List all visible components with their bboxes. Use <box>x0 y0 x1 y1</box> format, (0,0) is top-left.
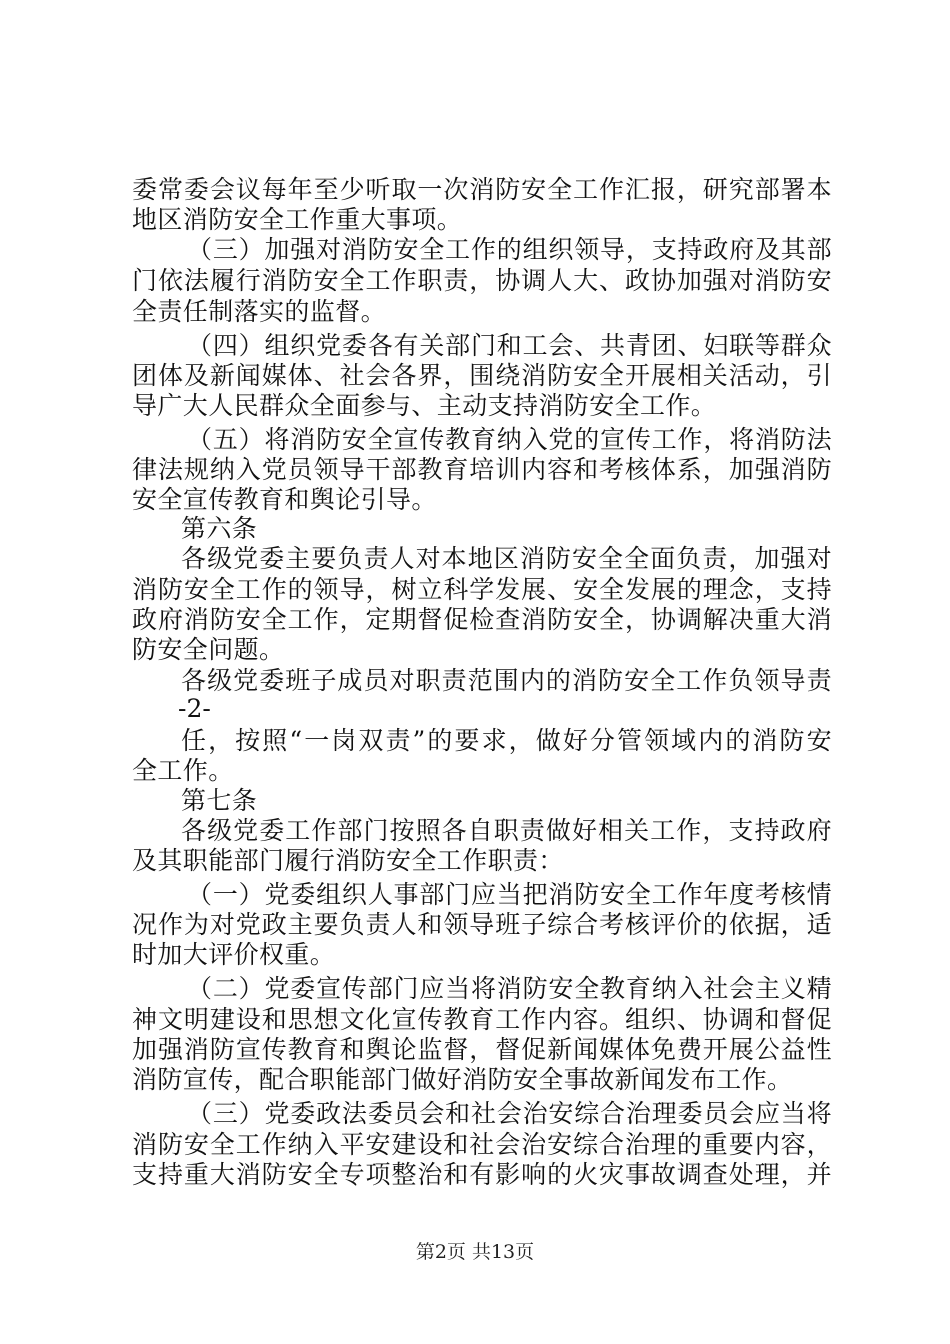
text-line: （三）党委政法委员会和社会治安综合治理委员会应当将 <box>187 1099 832 1128</box>
text-line: 全责任制落实的监督。 <box>132 297 387 326</box>
text-line: （三）加强对消防安全工作的组织领导，支持政府及其部 <box>187 235 832 264</box>
text-line: 全工作。 <box>132 756 234 785</box>
inline-page-number: -2- <box>178 694 211 723</box>
text-line: 律法规纳入党员领导干部教育培训内容和考核体系，加强消防 <box>132 455 832 484</box>
text-line: （二）党委宣传部门应当将消防安全教育纳入社会主义精 <box>187 974 832 1003</box>
text-line: 防安全问题。 <box>132 635 285 664</box>
text-line: 消防安全工作的领导，树立科学发展、安全发展的理念，支持 <box>132 575 832 604</box>
article-heading: 第七条 <box>181 786 258 815</box>
text-line: （四）组织党委各有关部门和工会、共青团、妇联等群众 <box>187 331 832 360</box>
text-line: 门依法履行消防安全工作职责，协调人大、政协加强对消防安 <box>132 266 832 295</box>
text-line: 团体及新闻媒体、社会各界，围绕消防安全开展相关活动，引 <box>132 361 832 390</box>
page-footer: 第2页 共13页 <box>415 1241 535 1263</box>
article-heading: 第六条 <box>181 514 258 543</box>
text-line: 各级党委主要负责人对本地区消防安全全面负责，加强对 <box>181 544 832 573</box>
text-line: 任，按照“一岗双责”的要求，做好分管领域内的消防安 <box>181 726 832 755</box>
text-line: 各级党委工作部门按照各自职责做好相关工作，支持政府 <box>181 816 832 845</box>
text-line: 支持重大消防安全专项整治和有影响的火灾事故调查处理，并 <box>132 1160 832 1189</box>
text-line: 神文明建设和思想文化宣传教育工作内容。组织、协调和督促 <box>132 1005 832 1034</box>
text-line: 政府消防安全工作，定期督促检查消防安全，协调解决重大消 <box>132 605 832 634</box>
text-line: 安全宣传教育和舆论引导。 <box>132 485 437 514</box>
text-line: 况作为对党政主要负责人和领导班子综合考核评价的依据，适 <box>132 910 832 939</box>
text-line: 委常委会议每年至少听取一次消防安全工作汇报，研究部署本 <box>132 175 832 204</box>
text-line: （一）党委组织人事部门应当把消防安全工作年度考核情 <box>187 880 832 909</box>
text-line: 地区消防安全工作重大事项。 <box>132 205 463 234</box>
text-line: 时加大评价权重。 <box>132 940 336 969</box>
text-line: 及其职能部门履行消防安全工作职责： <box>132 846 564 875</box>
text-line: 消防安全工作纳入平安建设和社会治安综合治理的重要内容， <box>132 1130 832 1159</box>
text-line: （五）将消防安全宣传教育纳入党的宣传工作，将消防法 <box>187 425 832 454</box>
text-line: 加强消防宣传教育和舆论监督，督促新闻媒体免费开展公益性 <box>132 1035 832 1064</box>
text-line: 导广大人民群众全面参与、主动支持消防安全工作。 <box>132 391 717 420</box>
text-line: 消防宣传，配合职能部门做好消防安全事故新闻发布工作。 <box>132 1065 793 1094</box>
text-line: 各级党委班子成员对职责范围内的消防安全工作负领导责 <box>181 666 832 695</box>
